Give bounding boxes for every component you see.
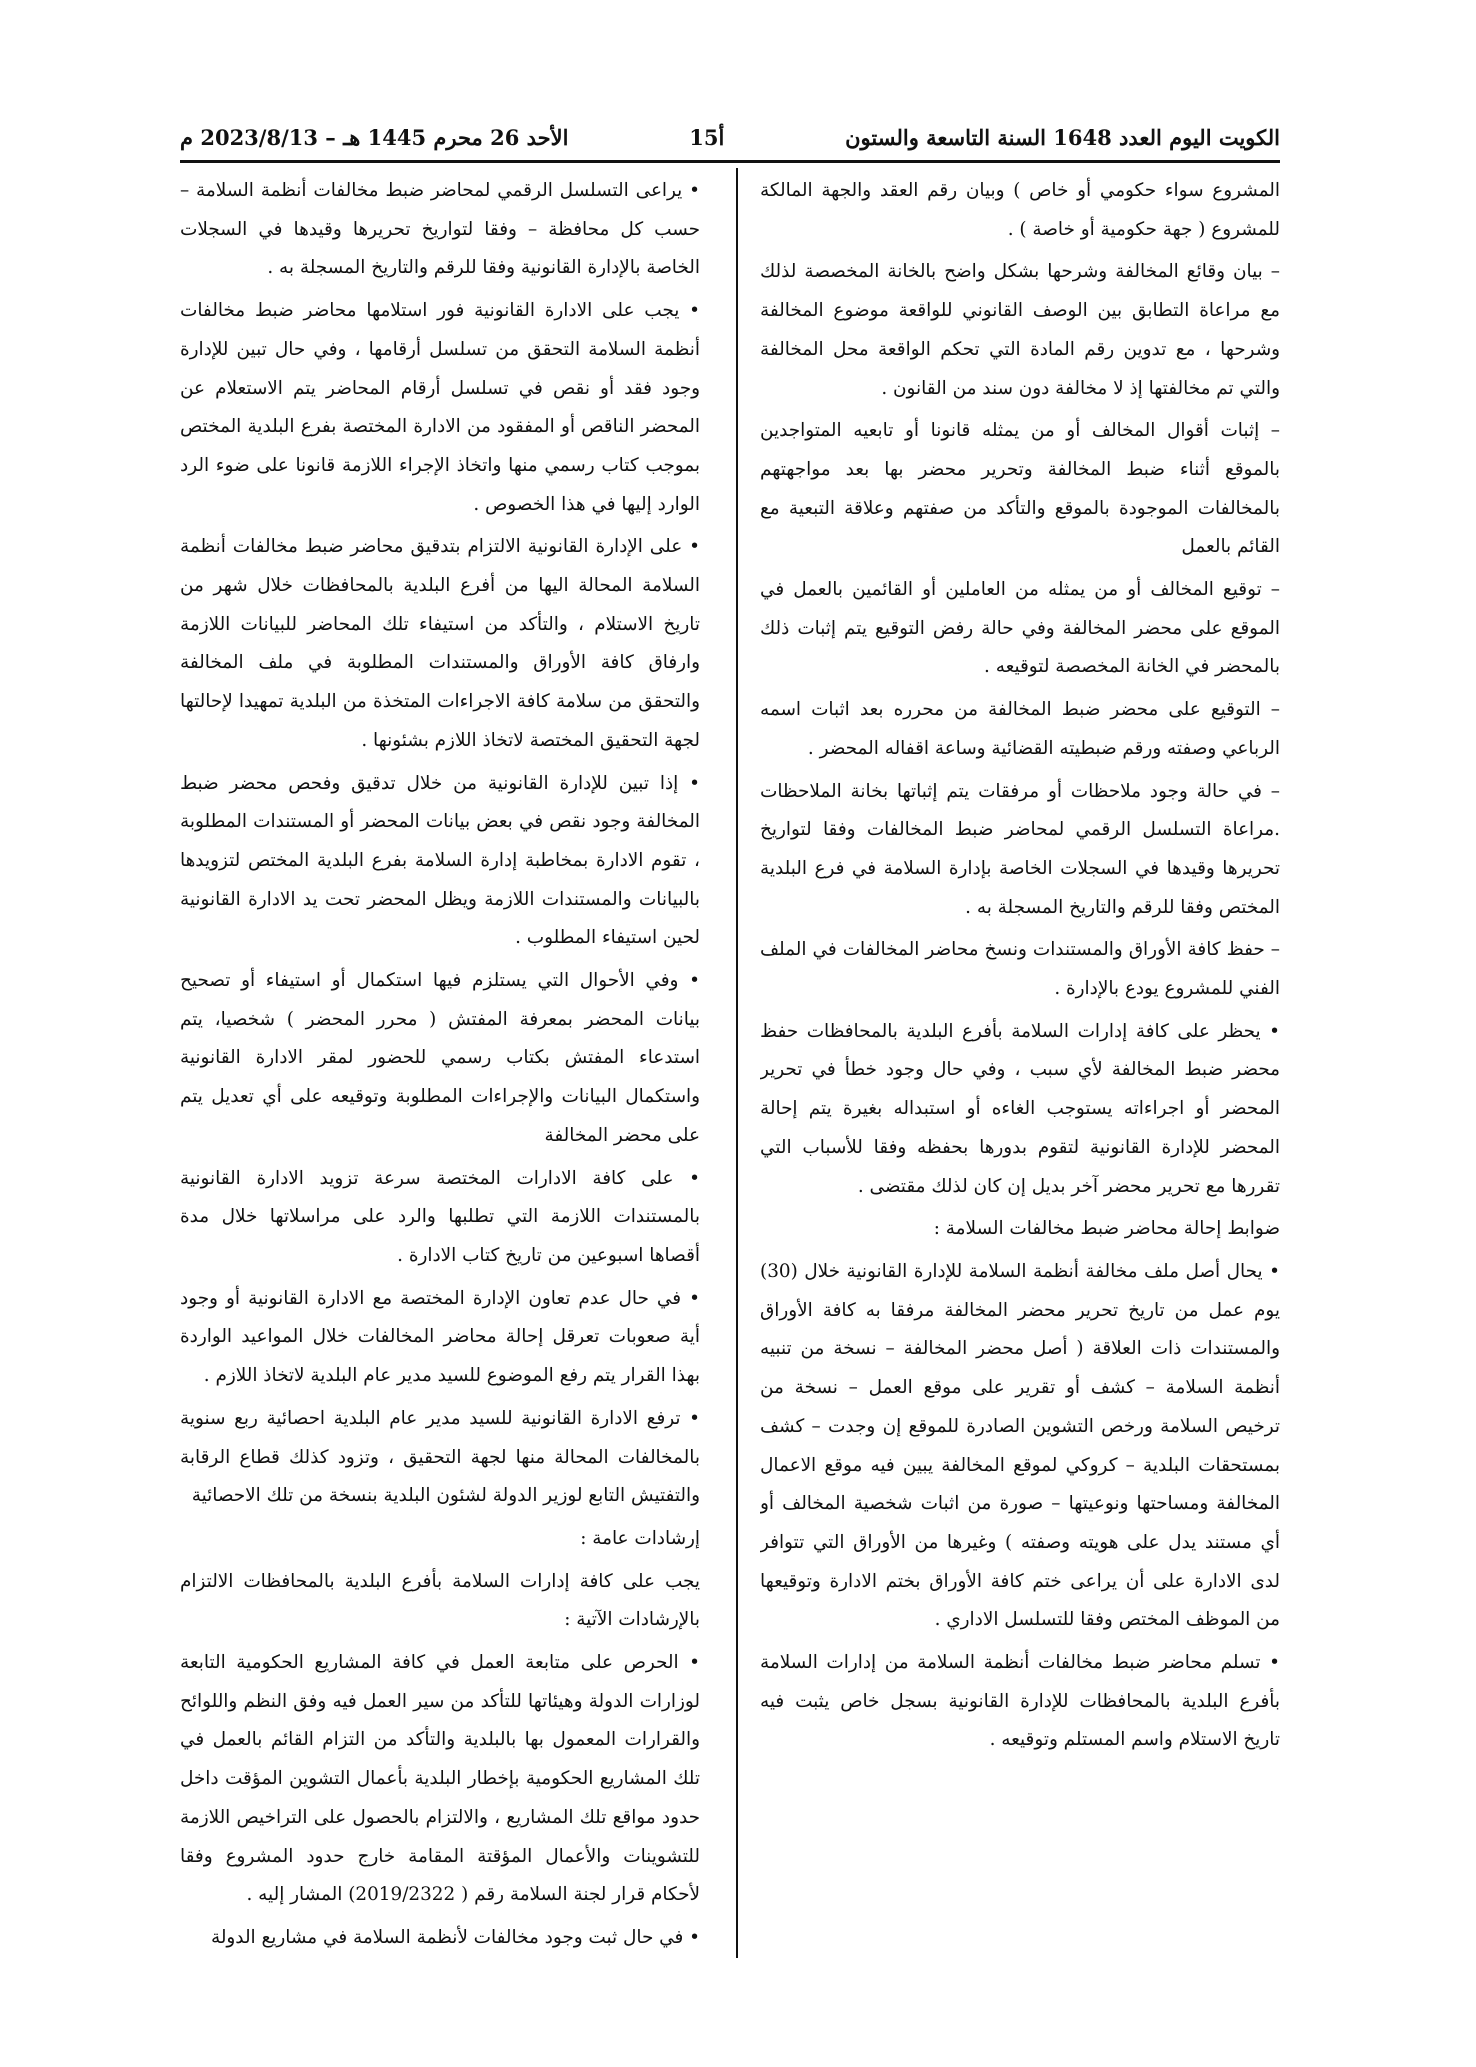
left-column — [180, 172, 700, 2032]
paragraph: – إثبات أقوال المخالف أو من يمثله قانونا أو تابعيه المتواجدين بالموقع أثناء ضبط المخالفة وتحرير محضر بها بعد مواجهتهم بالمخالفات الموجودة بالموقع والتأكد من صفتهم وعلاقة التبعية مع القائم بالعمل — [760, 420, 1280, 558]
paragraph: • وفي الأحوال التي يستلزم فيها استكمال أو استيفاء أو تصحيح بيانات المحضر بمعرفة المفتش ( محرر المحضر ) شخصيا، يتم استدعاء المفتش بكتاب رسمي للحضور لمقر الادارة القانونية واستكمال البيانات والإجراءات المطلوبة وتوقيعه على أي تعديل يتم على محضر المخالفة — [180, 970, 700, 1146]
paragraph: • على كافة الادارات المختصة سرعة تزويد الادارة القانونية بالمستندات اللازمة التي تطلبها والرد على مراسلاتها خلال مدة أقصاها اسبوعين من تاريخ كتاب الادارة . — [180, 1167, 700, 1266]
paragraph: • يجب على الادارة القانونية فور استلامها محاضر ضبط مخالفات أنظمة السلامة التحقق من تسلسل أرقامها ، وفي حال تبين للإدارة وجود فقد أو نقص في تسلسل أرقام المحاضر يتم الاستعلام عن المحضر الناقص أو المفقود من الادارة المختصة بفرع البلدية المختص بموجب كتاب رسمي منها واتخاذ الإجراء اللازمة قانونا على ضوء الرد الوارد إليها في هذا الخصوص . — [180, 300, 700, 515]
section-heading: ضوابط إحالة محاضر ضبط مخالفات السلامة : — [933, 1218, 1280, 1240]
paragraph: • إذا تبين للإدارة القانونية من خلال تدقيق وفحص محضر ضبط المخالفة وجود نقص في بعض بيانات المحضر أو المستندات المطلوبة ، تقوم الادارة بمخاطبة إدارة السلامة بفرع البلدية المختص لتزويدها بالبيانات والمستندات اللازمة ويظل المحضر تحت يد الادارة القانونية لحين استيفاء المطلوب . — [180, 772, 700, 949]
paragraph: – التوقيع على محضر ضبط المخالفة من محرره بعد اثبات اسمه الرباعي وصفته ورقم ضبطيته القضائية وساعة اقفاله المحضر . — [760, 699, 1280, 759]
header-rule — [180, 160, 1280, 163]
paragraph: – حفظ كافة الأوراق والمستندات ونسخ محاضر المخالفات في الملف الفني للمشروع يودع بالإدارة . — [760, 939, 1280, 1000]
right-column — [760, 172, 1280, 2032]
paragraph: – في حالة وجود ملاحظات أو مرفقات يتم إثباتها بخانة الملاحظات .مراعاة التسلسل الرقمي لمحاضر ضبط المخالفات وفقا لتواريخ تحريرها وقيدها في السجلات الخاصة بإدارة السلامة في فرع البلدية المختص وفقا للرقم والتاريخ المسجلة به . — [760, 780, 1280, 918]
header-date: الأحد 26 محرم 1445 هـ – 2023/8/13 م — [180, 124, 569, 150]
paragraph: • على الإدارة القانونية الالتزام بتدقيق محاضر ضبط مخالفات أنظمة السلامة المحالة اليها من أفرع البلدية بالمحافظات خلال شهر من تاريخ الاستلام ، والتأكد من استيفاء تلك المحاضر للبيانات اللازمة وارفاق كافة الأوراق والمستندات المطلوبة في ملف المخالفة والتحقق من سلامة كافة الاجراءات المتخذة من البلدية تمهيدا لإحالتها لجهة التحقيق المختصة لاتخاذ اللازم بشئونها . — [180, 536, 700, 751]
paragraph: المشروع سواء حكومي أو خاص ) وبيان رقم العقد والجهة المالكة للمشروع ( جهة حكومية أو خاصة ) . — [760, 180, 1280, 240]
paragraph: • يحظر على كافة إدارات السلامة بأفرع البلدية بالمحافظات حفظ محضر ضبط المخالفة لأي سبب ، وفي حال وجود خطأ في تحرير المحضر أو اجراءاته يستوجب الغاءه أو استبداله بغيرة يتم إحالة المحضر للإدارة القانونية لتقوم بدورها بحفظه وفقا للأسباب التي تقررها مع تحرير محضر آخر بديل إن كان لذلك مقتضى . — [760, 1020, 1280, 1197]
paragraph: • تسلم محاضر ضبط مخالفات أنظمة السلامة من إدارات السلامة بأفرع البلدية بالمحافظات للإدارة القانونية بسجل خاص يثبت فيه تاريخ الاستلام واسم المستلم وتوقيعه . — [760, 1652, 1280, 1751]
paragraph: • يراعى التسلسل الرقمي لمحاضر ضبط مخالفات أنظمة السلامة – حسب كل محافظة – وفقا لتواريخ تحريرها وقيدها في السجلات الخاصة بالإدارة القانونية وفقا للرقم والتاريخ المسجلة به . — [180, 180, 700, 279]
paragraph: • في حال عدم تعاون الإدارة المختصة مع الادارة القانونية أو وجود أية صعوبات تعرقل إحالة محاضر المخالفات خلال المواعيد الواردة بهذا القرار يتم رفع الموضوع للسيد مدير عام البلدية لاتخاذ اللازم . — [180, 1287, 700, 1387]
header-issue-info: الكويت اليوم العدد 1648 السنة التاسعة والستون — [845, 124, 1280, 150]
paragraph: – بيان وقائع المخالفة وشرحها بشكل واضح بالخانة المخصصة لذلك مع مراعاة التطابق بين الوصف القانوني للواقعة موضوع المخالفة وشرحها ، مع تدوين رقم المادة التي تحكم الواقعة محل المخالفة والتي تم مخالفتها إذ لا مخالفة دون سند من القانون . — [760, 261, 1280, 399]
paragraph: • ترفع الادارة القانونية للسيد مدير عام البلدية احصائية ربع سنوية بالمخالفات المحالة منها لجهة التحقيق ، وتزود كذلك قطاع الرقابة والتفتيش التابع لوزير الدولة لشئون البلدية بنسخة من تلك الاحصائية — [180, 1407, 700, 1507]
paragraph: يجب على كافة إدارات السلامة بأفرع البلدية بالمحافظات الالتزام بالإرشادات الآتية : — [180, 1570, 700, 1631]
paragraph: • يحال أصل ملف مخالفة أنظمة السلامة للإدارة القانونية خلال (30) يوم عمل من تاريخ تحرير محضر المخالفة مرفقا به كافة الأوراق والمستندات ذات العلاقة ( أصل محضر المخالفة – نسخة من تنبيه أنظمة السلامة – كشف أو تقرير على موقع العمل – نسخة من ترخيص السلامة ورخص التشوين الصادرة للموقع إن وجدت – كشف بمستحقات البلدية – كروكي لموقع المخالفة يبين فيه موقع الاعمال المخالفة ومساحتها ونوعيتها – صورة من اثبات شخصية المخالف أو أي مستند يدل على هويته وصفته ) وغيرها من الأوراق التي تتوافر لدى الادارة على أن يراعى ختم كافة الأوراق بختم الادارة وتوقيعها من الموظف المختص وفقا للتسلسل الاداري . — [760, 1260, 1280, 1631]
page-header — [180, 116, 1280, 158]
section-heading: إرشادات عامة : — [580, 1527, 700, 1549]
paragraph: • الحرص على متابعة العمل في كافة المشاريع الحكومية التابعة لوزارات الدولة وهيئاتها للتأكد من سير العمل فيه وفق النظم واللوائح والقرارات المعمول بها بالبلدية والتأكد من التزام القائم بالعمل في تلك المشاريع الحكومية بإخطار البلدية بأعمال التشوين المؤقت داخل حدود مواقع تلك المشاريع ، والالتزام بالحصول على التراخيص اللازمة للتشوينات والأعمال المؤقتة المقامة خارج حدود المشروع وفقا لأحكام قرار لجنة السلامة رقم ( 2019/2322) المشار إليه . — [180, 1652, 700, 1906]
paragraph: • في حال ثبت وجود مخالفات لأنظمة السلامة في مشاريع الدولة — [210, 1926, 700, 1948]
header-page-number: أ15 — [689, 124, 725, 150]
paragraph: – توقيع المخالف أو من يمثله من العاملين أو القائمين بالعمل في الموقع على محضر المخالفة وفي حالة رفض التوقيع يتم إثبات ذلك بالمحضر في الخانة المخصصة لتوقيعه . — [760, 579, 1280, 678]
column-divider — [736, 168, 738, 1958]
